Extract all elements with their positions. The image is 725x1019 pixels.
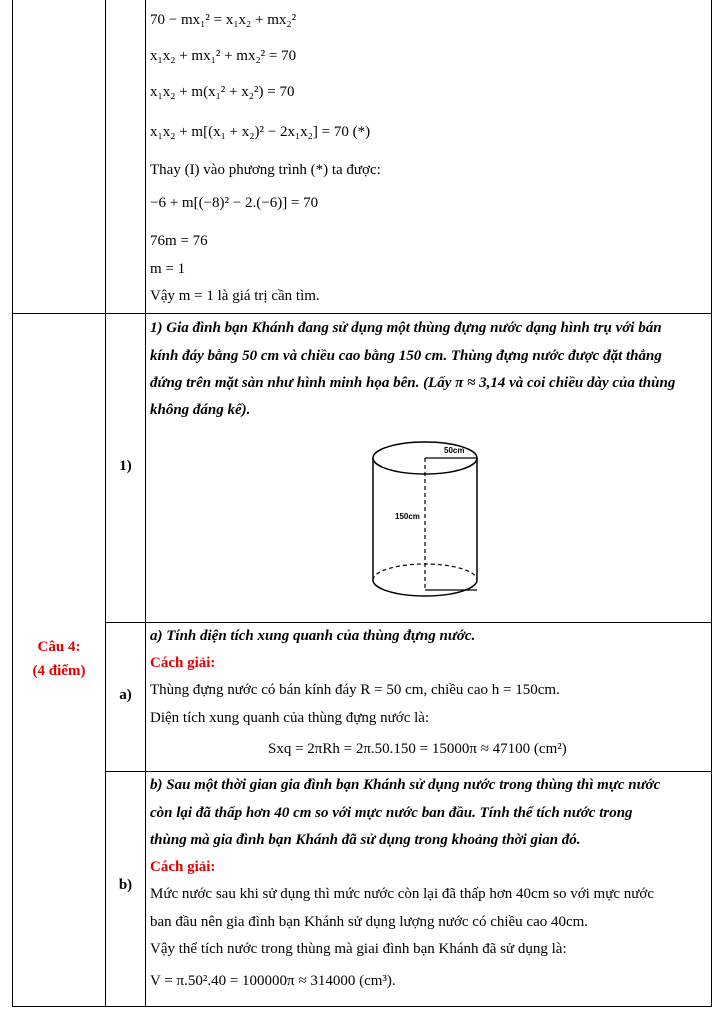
part-a-formula: Sxq = 2πRh = 2π.50.150 = 15000π ≈ 47100 (cm²) xyxy=(268,741,567,757)
part-b-question-line: còn lại đã thấp hơn 40 cm so với mực nước ban đầu. Tính thể tích nước trong xyxy=(150,805,633,821)
part-a-line-2: Diện tích xung quanh của thùng đựng nước là: xyxy=(150,710,430,726)
part-b-label: b) xyxy=(118,877,133,893)
equation-7: m = 1 xyxy=(150,261,186,277)
problem-line: đứng trên mặt sàn như hình minh họa bên. (Lấy π ≈ 3,14 và coi chiều dày của thùng xyxy=(150,375,676,391)
height-label: 150cm xyxy=(395,512,420,521)
conclusion-text: Vậy m = 1 là giá trị cần tìm. xyxy=(150,288,320,304)
equation-4: x₁x₂ + m[(x₁ + x₂)² − 2x₁x₂] = 70 (*) xyxy=(150,124,371,140)
problem-line: 1) Gia đình bạn Khánh đang sử dụng một thùng đựng nước dạng hình trụ với bán xyxy=(150,320,662,336)
top-section xyxy=(150,0,705,312)
question-points: (4 điểm) xyxy=(32,663,86,679)
part-b-solution-line: ban đầu nên gia đình bạn Khánh sử dụng lượng nước có chiều cao 40cm. xyxy=(150,914,589,930)
equation-3: x₁x₂ + m(x₁² + x₂²) = 70 xyxy=(150,84,295,100)
question-label xyxy=(14,635,104,683)
part-1-label: 1) xyxy=(119,458,132,474)
cylinder-figure xyxy=(360,438,500,610)
equation-2: x₁x₂ + mx₁² + mx₂² = 70 xyxy=(150,48,297,64)
part-b-question-line: b) Sau một thời gian gia đình bạn Khánh sử dụng nước trong thùng thì mực nước xyxy=(150,777,661,793)
equation-1: 70 − mx₁² = x₁x₂ + mx₂² xyxy=(150,12,297,28)
part-a-line-1: Thùng đựng nước có bán kính đáy R = 50 cm, chiều cao h = 150cm. xyxy=(150,682,560,698)
problem-line: kính đáy bằng 50 cm và chiều cao bằng 150 cm. Thùng đựng nước được đặt thẳng xyxy=(150,348,662,364)
part-b-content xyxy=(150,772,708,1006)
part-b-method-label: Cách giải: xyxy=(150,859,216,875)
radius-label: 50cm xyxy=(444,446,465,455)
part-a-label: a) xyxy=(119,687,132,703)
part-a-method-label: Cách giải: xyxy=(150,655,216,671)
part-a-question: a) Tính diện tích xung quanh của thùng đựng nước. xyxy=(150,628,476,644)
question-number: Câu 4: xyxy=(37,639,81,655)
part-b-solution-line: Mức nước sau khi sử dụng thì mức nước còn lại đã thấp hơn 40cm so với mực nước xyxy=(150,886,654,902)
part-b-formula: V = π.50².40 = 100000π ≈ 314000 (cm³). xyxy=(150,973,396,989)
part-b-question-line: thùng mà gia đình bạn Khánh đã sử dụng trong khoảng thời gian đó. xyxy=(150,832,581,848)
equation-5: −6 + m[(−8)² − 2.(−6)] = 70 xyxy=(150,195,319,211)
equation-6: 76m = 76 xyxy=(150,233,208,249)
substitute-text: Thay (I) vào phương trình (*) ta được: xyxy=(150,162,381,178)
part-b-solution-line: Vậy thể tích nước trong thùng mà giai đình bạn Khánh đã sử dụng là: xyxy=(150,941,567,957)
problem-line: không đáng kể). xyxy=(150,402,251,418)
part-a-content xyxy=(150,623,708,771)
